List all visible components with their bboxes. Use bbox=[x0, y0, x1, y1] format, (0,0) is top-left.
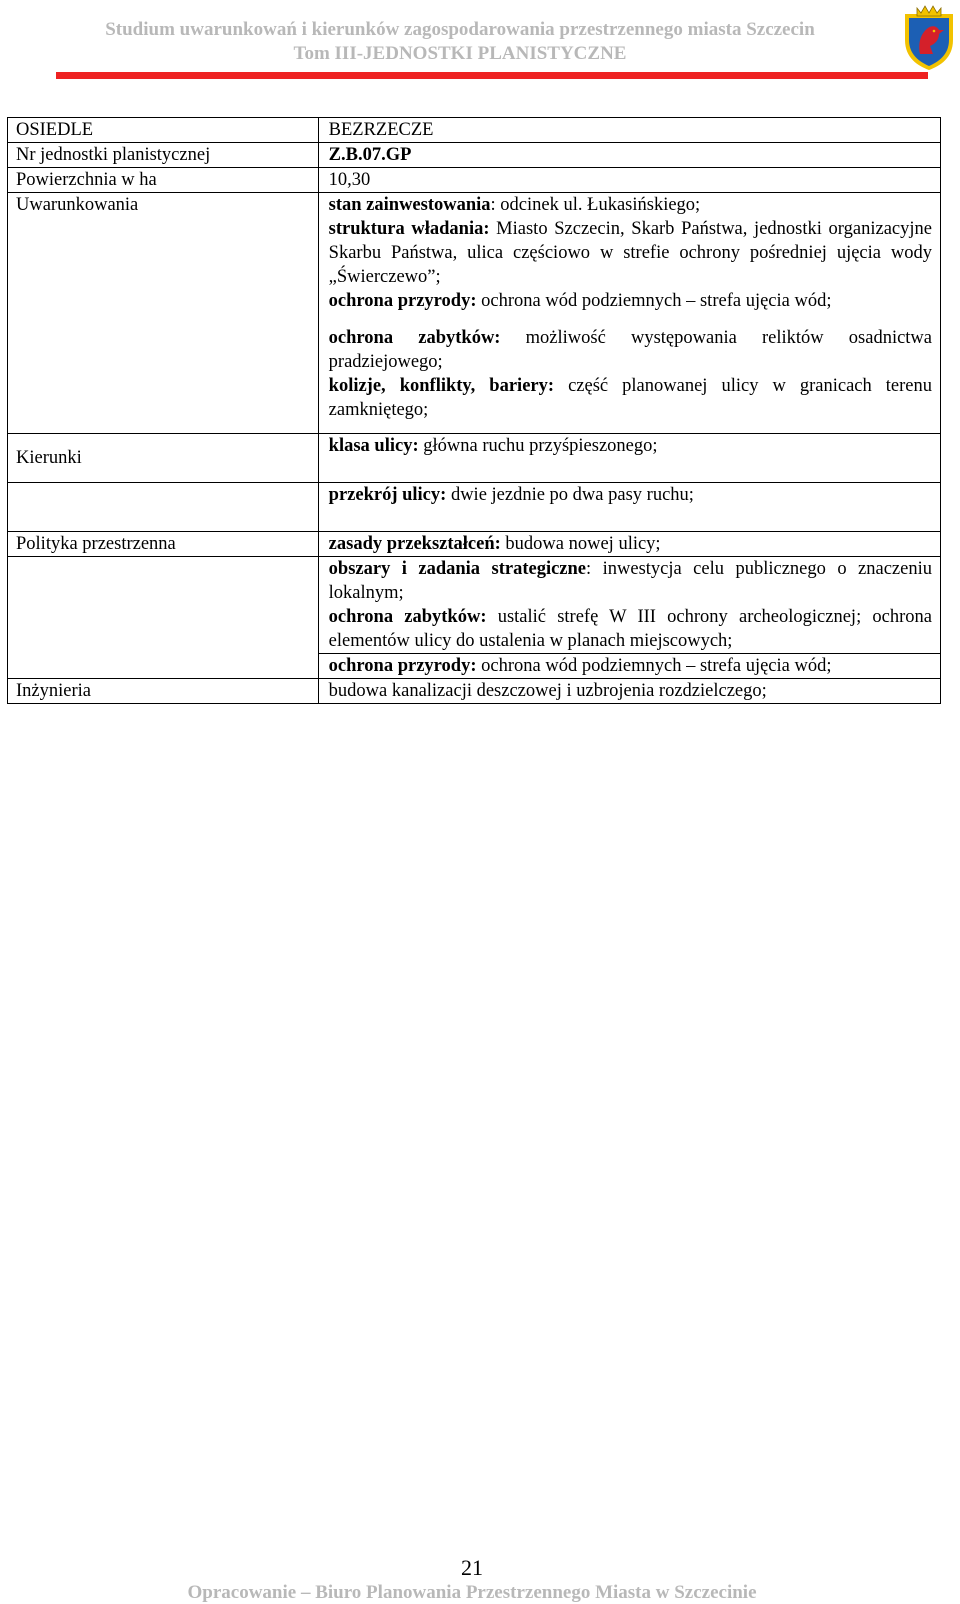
item-key: przekrój ulicy: bbox=[328, 485, 447, 505]
table-row bbox=[8, 118, 941, 143]
polityka-item bbox=[329, 532, 932, 556]
uwarunkowania-item bbox=[329, 193, 932, 217]
item-key: ochrona zabytków: bbox=[328, 607, 487, 627]
uwarunkowania-label: Uwarunkowania bbox=[8, 193, 319, 434]
area-value: 10,30 bbox=[318, 168, 940, 193]
kierunki-label-cont bbox=[8, 483, 319, 532]
inzynieria-value: budowa kanalizacji deszczowej i uzbrojenia rozdzielczego; bbox=[318, 679, 940, 704]
kierunki-item bbox=[329, 483, 932, 531]
kierunki-value-2 bbox=[318, 483, 940, 532]
item-key: klasa ulicy: bbox=[328, 436, 419, 456]
item-key: zasady przekształceń: bbox=[328, 534, 501, 554]
polityka-label-cont bbox=[8, 654, 319, 679]
polityka-label-cont bbox=[8, 557, 319, 654]
planning-unit-table bbox=[7, 117, 941, 704]
unit-number-label: Nr jednostki planistycznej bbox=[8, 143, 319, 168]
item-key: stan zainwestowania bbox=[328, 195, 491, 215]
page-number: 21 bbox=[461, 1555, 483, 1580]
osiedle-value: BEZRZECZE bbox=[318, 118, 940, 143]
osiedle-label: OSIEDLE bbox=[8, 118, 319, 143]
polityka-item bbox=[329, 654, 932, 678]
polityka-item bbox=[329, 557, 932, 605]
uwarunkowania-item bbox=[329, 374, 932, 422]
table-row bbox=[8, 434, 941, 483]
item-key: struktura władania: bbox=[328, 219, 490, 239]
header-line-1: Studium uwarunkowań i kierunków zagospodarowania przestrzennego miasta Szczecin bbox=[105, 19, 815, 40]
uwarunkowania-item bbox=[329, 289, 932, 313]
polityka-value-3 bbox=[318, 654, 940, 679]
table-row bbox=[8, 532, 941, 557]
table-row bbox=[8, 143, 941, 168]
table-row bbox=[8, 483, 941, 532]
table-row bbox=[8, 679, 941, 704]
item-text: Miasto Szczecin, Skarb Państwa, jednostki organizacyjne Skarbu Państwa, ulica częściowo w strefie ochrony pośredniej ujęcia wody „Świerczewo”; bbox=[328, 219, 932, 287]
uwarunkowania-item bbox=[329, 326, 932, 374]
polityka-label: Polityka przestrzenna bbox=[8, 532, 319, 557]
table-row bbox=[8, 168, 941, 193]
item-text: ochrona wód podziemnych – strefa ujęcia wód; bbox=[476, 291, 832, 311]
polityka-item bbox=[329, 605, 932, 653]
item-text: : inwestycja celu publicznego o znaczeniu lokalnym; bbox=[328, 559, 932, 603]
item-key: ochrona zabytków: bbox=[328, 328, 501, 348]
kierunki-item bbox=[329, 434, 932, 482]
area-label: Powierzchnia w ha bbox=[8, 168, 319, 193]
inzynieria-label: Inżynieria bbox=[8, 679, 319, 704]
polityka-value-1 bbox=[318, 532, 940, 557]
item-text: możliwość występowania reliktów osadnictwa pradziejowego; bbox=[328, 328, 933, 372]
header-red-rule bbox=[56, 72, 928, 79]
unit-number-value: Z.B.07.GP bbox=[318, 143, 940, 168]
item-text: ustalić strefę W III ochrony archeologicznej; ochrona elementów ulicy do ustalenia w planach miejscowych; bbox=[328, 607, 932, 651]
item-text: dwie jezdnie po dwa pasy ruchu; bbox=[446, 485, 694, 505]
page-footer: Opracowanie – Biuro Planowania Przestrzennego Miasta w Szczecinie bbox=[187, 1582, 757, 1603]
szczecin-coat-of-arms-icon bbox=[902, 4, 956, 72]
table-row bbox=[8, 193, 941, 434]
uwarunkowania-value bbox=[318, 193, 940, 434]
item-text: : odcinek ul. Łukasińskiego; bbox=[490, 195, 701, 215]
item-text: ochrona wód podziemnych – strefa ujęcia wód; bbox=[476, 656, 832, 676]
item-text: budowa nowej ulicy; bbox=[500, 534, 661, 554]
kierunki-label: Kierunki bbox=[8, 434, 319, 483]
item-key: kolizje, konflikty, bariery: bbox=[328, 376, 555, 396]
item-key: ochrona przyrody: bbox=[328, 656, 477, 676]
item-text: część planowanej ulicy w granicach terenu zamkniętego; bbox=[328, 376, 932, 420]
polityka-value-2 bbox=[318, 557, 940, 654]
header-title bbox=[60, 18, 860, 66]
page-header bbox=[0, 0, 960, 90]
header-line-2: Tom III-JEDNOSTKI PLANISTYCZNE bbox=[293, 43, 627, 64]
item-text: główna ruchu przyśpieszonego; bbox=[418, 436, 658, 456]
item-key: obszary i zadania strategiczne bbox=[328, 559, 587, 579]
table-row bbox=[8, 557, 941, 654]
kierunki-value bbox=[318, 434, 940, 483]
uwarunkowania-item bbox=[329, 217, 932, 289]
item-key: ochrona przyrody: bbox=[328, 291, 477, 311]
table-row bbox=[8, 654, 941, 679]
